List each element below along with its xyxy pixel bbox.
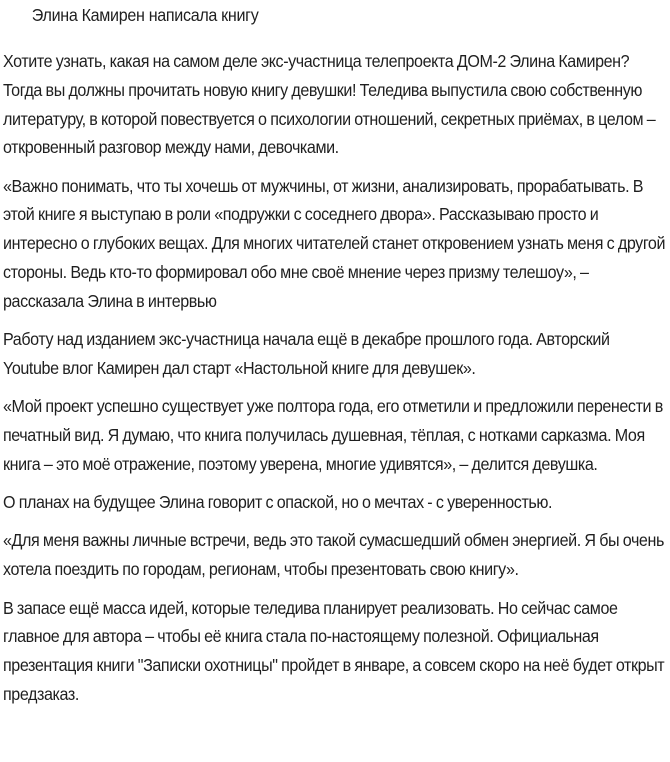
paragraph-quote-2: «Мой проект успешно существует уже полтора года, его отметили и предложили перенести в печатный вид. Я думаю, что книга получилась душевная, тёплая, с нотками сарказма. Моя книга – это моё отражение, поэтому уверена, многие удивятся», – делится девушка. (3, 396, 663, 474)
paragraph-closing: В запасе ещё масса идей, которые теледива планирует реализовать. Но сейчас самое главное для автора – чтобы её книга стала по-настоящему полезной. Официальная презентация книги "Записки охотницы" пройдет в январе, а совсем скоро на неё будет открыт предзаказ. (3, 597, 665, 704)
paragraph-quote-3: «Для меня важны личные встречи, ведь это такой сумасшедший обмен энергией. Я бы очень хотела поездить по городам, регионам, чтобы презентовать свою книгу». (3, 530, 664, 580)
paragraph-quote-1: «Важно понимать, что ты хочешь от мужчины, от жизни, анализировать, прорабатывать. В этой книге я выступаю в роли «подружки с соседнего двора». Рассказываю просто и интересно о глубоких вещах. Для многих читателей станет откровением узнать меня с другой стороны. Ведь кто-то формировал обо мне своё мнение через призму телешоу», – рассказала Элина в интервью (3, 175, 666, 311)
paragraph-work: Работу над изданием экс-участница начала ещё в декабре прошлого года. Авторский Youtube влог Камирен дал старт «Настольной книге для девушек». (3, 329, 610, 378)
paragraph-intro: Хотите узнать, какая на самом деле экс-участница телепроекта ДОМ-2 Элина Камирен? Тогда вы должны прочитать новую книгу девушки! Теледива выпустила свою собственную литературу, в которой повествуется о психологии отношений, секретных приёмах, в целом – откровенный разговор между нами, девочками. (3, 51, 656, 158)
article-title: Элина Камирен написала книгу (31, 5, 259, 25)
paragraph-plans: О планах на будущее Элина говорит с опаской, но о мечтах - с уверенностью. (3, 492, 553, 513)
